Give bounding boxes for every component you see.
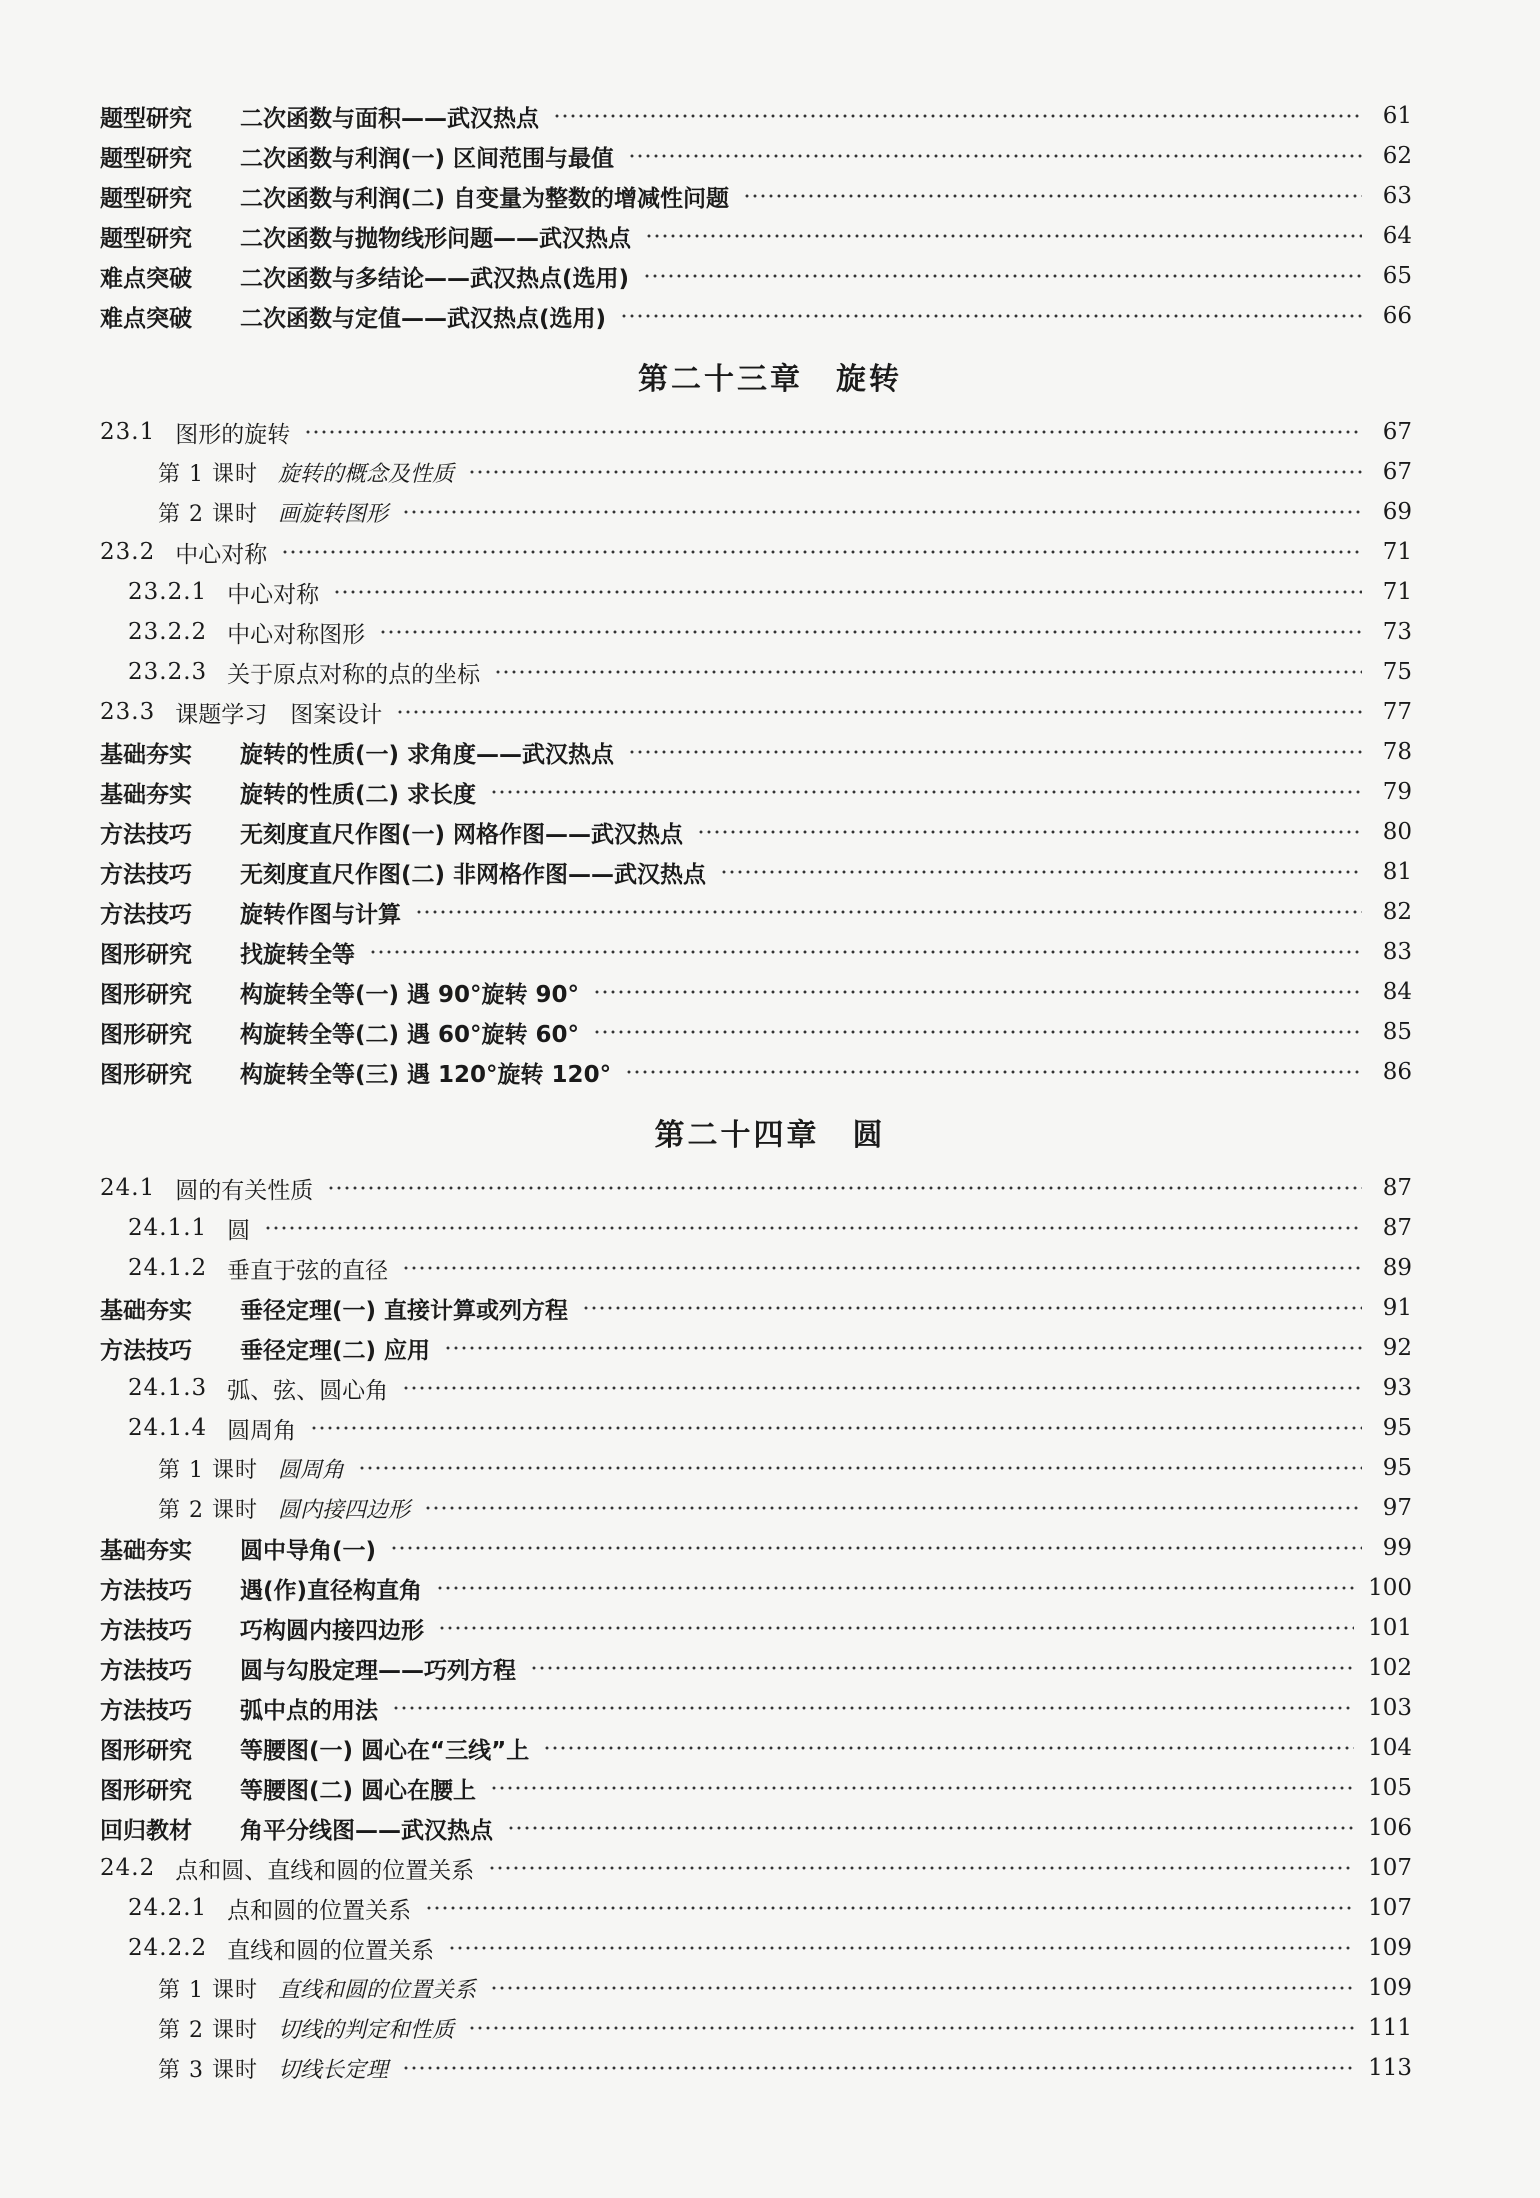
toc-title: 圆周角: [277, 1457, 344, 1483]
toc-entry[interactable]: [100, 812, 1412, 852]
toc-title: 关于原点对称的点的坐标: [227, 661, 481, 688]
dot-leader: [392, 1706, 1354, 1710]
dot-leader: [264, 1226, 1362, 1230]
toc-title: 垂径定理(一) 直接计算或列方程: [240, 1297, 569, 1324]
toc-title: 二次函数与利润(一) 区间范围与最值: [240, 145, 615, 172]
toc-page-number: 102: [1368, 1655, 1412, 1681]
toc-entry[interactable]: [100, 1608, 1412, 1648]
dot-leader: [402, 2066, 1354, 2070]
toc-title: 中心对称图形: [227, 621, 366, 648]
toc-category: 图形研究: [100, 1021, 192, 1048]
toc-page-number: 107: [1368, 1895, 1412, 1921]
toc-page-number: 101: [1368, 1615, 1412, 1641]
toc-section-number: 24.1: [100, 1175, 156, 1201]
chapter-heading: 第二十三章 旋转: [638, 362, 902, 397]
toc-title: 画旋转图形: [277, 501, 388, 527]
toc-entry[interactable]: [100, 256, 1412, 296]
dot-leader: [444, 1346, 1362, 1350]
toc-entry[interactable]: [128, 1368, 1412, 1408]
toc-title: 圆中导角(一): [240, 1537, 377, 1564]
toc-page-number: 105: [1368, 1775, 1412, 1801]
toc-entry[interactable]: [100, 1568, 1412, 1608]
chapter-heading: 第二十四章 圆: [654, 1118, 886, 1153]
dot-leader: [582, 1306, 1362, 1310]
toc-entry[interactable]: [158, 1968, 1412, 2008]
toc-title: 无刻度直尺作图(二) 非网格作图——武汉热点: [240, 861, 707, 888]
dot-leader: [448, 1946, 1354, 1950]
toc-page-number: 113: [1368, 2055, 1412, 2081]
toc-section-number: 24.1.4: [128, 1415, 208, 1441]
toc-title: 无刻度直尺作图(一) 网格作图——武汉热点: [240, 821, 684, 848]
toc-page-number: 63: [1382, 183, 1412, 209]
dot-leader: [553, 114, 1362, 118]
dot-leader: [628, 154, 1362, 158]
toc-title: 中心对称: [175, 541, 268, 568]
toc-title: 构旋转全等(三) 遇 120°旋转 120°: [240, 1061, 612, 1088]
toc-title: 弧中点的用法: [240, 1697, 378, 1724]
toc-page-number: 106: [1368, 1815, 1412, 1841]
toc-entry[interactable]: [100, 96, 1412, 136]
dot-leader: [415, 910, 1362, 914]
dot-leader: [593, 990, 1362, 994]
toc-title: 旋转作图与计算: [240, 901, 401, 928]
toc-title: 二次函数与面积——武汉热点: [240, 105, 539, 132]
toc-entry[interactable]: [100, 1168, 1412, 1208]
toc-page-number: 61: [1382, 103, 1412, 129]
toc-section-number: 24.2: [100, 1855, 156, 1881]
toc-page-number: 85: [1382, 1019, 1412, 1045]
toc-section-number: 24.1.2: [128, 1255, 208, 1281]
toc-category: 图形研究: [100, 1777, 192, 1804]
toc-section-number: 23.3: [100, 699, 156, 725]
toc-page-number: 107: [1368, 1855, 1412, 1881]
toc-category: 题型研究: [100, 145, 192, 172]
toc-title: 角平分线图——武汉热点: [240, 1817, 493, 1844]
toc-category: 方法技巧: [100, 901, 192, 928]
toc-page-number: 95: [1382, 1455, 1412, 1481]
dot-leader: [468, 2026, 1354, 2030]
toc-page-number: 69: [1382, 499, 1412, 525]
toc-entry[interactable]: [128, 1248, 1412, 1288]
toc-section-number: 23.1: [100, 419, 156, 445]
toc-page-number: 89: [1382, 1255, 1412, 1281]
toc-entry[interactable]: [100, 1528, 1412, 1568]
toc-entry[interactable]: [100, 892, 1412, 932]
toc-section-number: 第 1 课时: [158, 461, 258, 487]
toc-title: 中心对称: [227, 581, 320, 608]
toc-entry[interactable]: [100, 1688, 1412, 1728]
toc-entry[interactable]: [100, 732, 1412, 772]
dot-leader: [530, 1666, 1354, 1670]
toc-page-number: 103: [1368, 1695, 1412, 1721]
toc-page-number: 73: [1382, 619, 1412, 645]
dot-leader: [490, 1786, 1354, 1790]
dot-leader: [743, 194, 1362, 198]
dot-leader: [425, 1906, 1354, 1910]
toc-page-number: 99: [1382, 1535, 1412, 1561]
toc-category: 基础夯实: [100, 741, 192, 768]
dot-leader: [543, 1746, 1354, 1750]
dot-leader: [507, 1826, 1354, 1830]
toc-title: 巧构圆内接四边形: [240, 1617, 424, 1644]
toc-page-number: 77: [1382, 699, 1412, 725]
toc-entry[interactable]: [128, 652, 1412, 692]
toc-page-number: 65: [1382, 263, 1412, 289]
toc-entry[interactable]: [100, 1012, 1412, 1052]
dot-leader: [468, 470, 1362, 474]
toc-entry[interactable]: [100, 692, 1412, 732]
toc-page-number: 75: [1382, 659, 1412, 685]
toc-title: 课题学习 图案设计: [175, 701, 383, 728]
toc-title: 构旋转全等(一) 遇 90°旋转 90°: [240, 981, 580, 1008]
dot-leader: [304, 430, 1362, 434]
toc-category: 回归教材: [100, 1817, 192, 1844]
toc-page-number: 84: [1382, 979, 1412, 1005]
toc-section-number: 第 2 课时: [158, 2017, 258, 2043]
toc-section-number: 第 2 课时: [158, 1497, 258, 1523]
toc-entry[interactable]: [100, 1052, 1412, 1092]
toc-entry[interactable]: [158, 1488, 1412, 1528]
toc-category: 方法技巧: [100, 1697, 192, 1724]
toc-page-number: 83: [1382, 939, 1412, 965]
toc-page-number: 95: [1382, 1415, 1412, 1441]
toc-section-number: 23.2.1: [128, 579, 208, 605]
dot-leader: [628, 750, 1362, 754]
toc-entry[interactable]: [100, 136, 1412, 176]
toc-entry[interactable]: [100, 216, 1412, 256]
toc-page-number: 66: [1382, 303, 1412, 329]
toc-entry[interactable]: [100, 412, 1412, 452]
dot-leader: [643, 274, 1362, 278]
toc-title: 等腰图(二) 圆心在腰上: [240, 1777, 477, 1804]
toc-entry[interactable]: [128, 572, 1412, 612]
toc-category: 图形研究: [100, 981, 192, 1008]
toc-category: 方法技巧: [100, 1337, 192, 1364]
toc-category: 基础夯实: [100, 1297, 192, 1324]
dot-leader: [396, 710, 1362, 714]
toc-category: 难点突破: [100, 305, 192, 332]
toc-section-number: 24.1.3: [128, 1375, 208, 1401]
toc-page-number: 64: [1382, 223, 1412, 249]
toc-page-number: 97: [1382, 1495, 1412, 1521]
toc-entry[interactable]: [100, 532, 1412, 572]
toc-section-number: 23.2.3: [128, 659, 208, 685]
toc-title: 弧、弦、圆心角: [227, 1377, 389, 1404]
toc-entry[interactable]: [100, 1328, 1412, 1368]
toc-entry[interactable]: [128, 1928, 1412, 1968]
toc-page-number: 86: [1382, 1059, 1412, 1085]
toc-entry[interactable]: [100, 1728, 1412, 1768]
toc-entry[interactable]: [100, 1768, 1412, 1808]
toc-title: 旋转的性质(二) 求长度: [240, 781, 477, 808]
dot-leader: [390, 1546, 1362, 1550]
toc-title: 旋转的概念及性质: [277, 461, 454, 487]
toc-title: 直线和圆的位置关系: [277, 1977, 476, 2003]
toc-page-number: 62: [1382, 143, 1412, 169]
toc-page-number: 67: [1382, 459, 1412, 485]
toc-title: 点和圆、直线和圆的位置关系: [175, 1857, 475, 1884]
toc-category: 基础夯实: [100, 781, 192, 808]
toc-section-number: 第 1 课时: [158, 1977, 258, 2003]
toc-section-number: 23.2.2: [128, 619, 208, 645]
dot-leader: [645, 234, 1362, 238]
toc-title: 圆: [227, 1217, 251, 1244]
toc-entry[interactable]: [158, 2048, 1412, 2088]
dot-leader: [490, 790, 1362, 794]
toc-title: 构旋转全等(二) 遇 60°旋转 60°: [240, 1021, 580, 1048]
toc-page-number: 109: [1368, 1935, 1412, 1961]
toc-title: 图形的旋转: [175, 421, 291, 448]
dot-leader: [436, 1586, 1354, 1590]
toc-title: 等腰图(一) 圆心在“三线”上: [240, 1737, 530, 1764]
dot-leader: [358, 1466, 1362, 1470]
toc-title: 切线的判定和性质: [277, 2017, 454, 2043]
toc-title: 圆内接四边形: [277, 1497, 410, 1523]
toc-category: 基础夯实: [100, 1537, 192, 1564]
toc-title: 点和圆的位置关系: [227, 1897, 412, 1924]
toc-page-number: 80: [1382, 819, 1412, 845]
toc-page-number: 91: [1382, 1295, 1412, 1321]
toc-entry[interactable]: [158, 1448, 1412, 1488]
toc-category: 图形研究: [100, 1061, 192, 1088]
toc-page-number: 87: [1382, 1175, 1412, 1201]
toc-page-number: 78: [1382, 739, 1412, 765]
toc-entry[interactable]: [100, 176, 1412, 216]
toc-entry[interactable]: [100, 296, 1412, 336]
toc-title: 二次函数与利润(二) 自变量为整数的增减性问题: [240, 185, 730, 212]
toc-page-number: 109: [1368, 1975, 1412, 2001]
toc-category: 方法技巧: [100, 1657, 192, 1684]
toc-entry[interactable]: [100, 972, 1412, 1012]
toc-section-number: 23.2: [100, 539, 156, 565]
toc-page-number: 104: [1368, 1735, 1412, 1761]
toc-category: 方法技巧: [100, 861, 192, 888]
dot-leader: [402, 1266, 1362, 1270]
toc-page-number: 71: [1382, 539, 1412, 565]
toc-title: 二次函数与多结论——武汉热点(选用): [240, 265, 630, 292]
toc-entry[interactable]: [100, 772, 1412, 812]
toc-section-number: 24.2.2: [128, 1935, 208, 1961]
dot-leader: [327, 1186, 1362, 1190]
toc-title: 圆与勾股定理——巧列方程: [240, 1657, 516, 1684]
dot-leader: [720, 870, 1362, 874]
dot-leader: [402, 1386, 1362, 1390]
toc-category: 图形研究: [100, 1737, 192, 1764]
toc-section-number: 24.2.1: [128, 1895, 208, 1921]
toc-category: 图形研究: [100, 941, 192, 968]
toc-category: 难点突破: [100, 265, 192, 292]
toc-page-number: 79: [1382, 779, 1412, 805]
dot-leader: [310, 1426, 1362, 1430]
dot-leader: [490, 1986, 1354, 1990]
toc-page-number: 81: [1382, 859, 1412, 885]
dot-leader: [379, 630, 1362, 634]
toc-category: 题型研究: [100, 185, 192, 212]
toc-title: 找旋转全等: [240, 941, 355, 968]
toc-category: 方法技巧: [100, 1577, 192, 1604]
toc-entry[interactable]: [128, 1208, 1412, 1248]
dot-leader: [424, 1506, 1362, 1510]
dot-leader: [620, 314, 1362, 318]
toc-category: 方法技巧: [100, 821, 192, 848]
dot-leader: [625, 1070, 1362, 1074]
toc-category: 题型研究: [100, 105, 192, 132]
toc-title: 二次函数与定值——武汉热点(选用): [240, 305, 607, 332]
toc-section-number: 24.1.1: [128, 1215, 208, 1241]
toc-entry[interactable]: [158, 452, 1412, 492]
toc-title: 圆周角: [227, 1417, 297, 1444]
toc-page-number: 100: [1368, 1575, 1412, 1601]
toc-entry[interactable]: [128, 612, 1412, 652]
toc-entry[interactable]: [128, 1888, 1412, 1928]
toc-section-number: 第 2 课时: [158, 501, 258, 527]
toc-title: 切线长定理: [277, 2057, 388, 2083]
toc-category: 题型研究: [100, 225, 192, 252]
toc-entry[interactable]: [100, 852, 1412, 892]
toc-page-number: 82: [1382, 899, 1412, 925]
toc-category: 方法技巧: [100, 1617, 192, 1644]
toc-entry[interactable]: [128, 1408, 1412, 1448]
toc-entry[interactable]: [100, 1848, 1412, 1888]
toc-page-number: 67: [1382, 419, 1412, 445]
toc-title: 二次函数与抛物线形问题——武汉热点: [240, 225, 631, 252]
toc-title: 垂直于弦的直径: [227, 1257, 389, 1284]
dot-leader: [697, 830, 1362, 834]
toc-title: 遇(作)直径构直角: [240, 1577, 423, 1604]
dot-leader: [333, 590, 1362, 594]
toc-entry[interactable]: [100, 1288, 1412, 1328]
toc-page-number: 87: [1382, 1215, 1412, 1241]
dot-leader: [488, 1866, 1354, 1870]
dot-leader: [402, 510, 1362, 514]
toc-page-number: 93: [1382, 1375, 1412, 1401]
dot-leader: [281, 550, 1362, 554]
toc-entry[interactable]: [100, 932, 1412, 972]
dot-leader: [494, 670, 1362, 674]
toc-entry[interactable]: [158, 2008, 1412, 2048]
dot-leader: [369, 950, 1362, 954]
toc-title: 垂径定理(二) 应用: [240, 1337, 431, 1364]
toc-title: 圆的有关性质: [175, 1177, 314, 1204]
toc-section-number: 第 1 课时: [158, 1457, 258, 1483]
toc-page-number: 111: [1368, 2015, 1412, 2041]
toc-title: 旋转的性质(一) 求角度——武汉热点: [240, 741, 615, 768]
toc-page-number: 92: [1382, 1335, 1412, 1361]
toc-page-number: 71: [1382, 579, 1412, 605]
toc-entry[interactable]: [100, 1648, 1412, 1688]
toc-entry[interactable]: [158, 492, 1412, 532]
toc-section-number: 第 3 课时: [158, 2057, 258, 2083]
dot-leader: [593, 1030, 1362, 1034]
dot-leader: [438, 1626, 1354, 1630]
toc-entry[interactable]: [100, 1808, 1412, 1848]
toc-title: 直线和圆的位置关系: [227, 1937, 435, 1964]
